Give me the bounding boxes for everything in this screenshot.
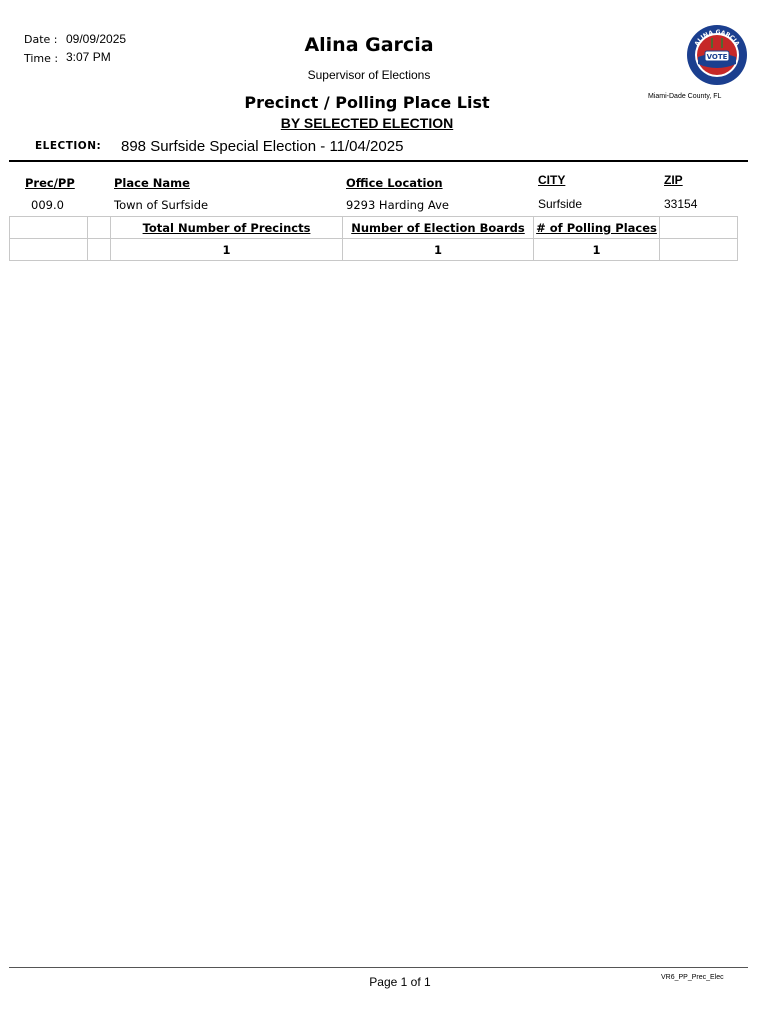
row-office-location: 9293 Harding Ave [346, 198, 449, 212]
totals-empty-cell [660, 217, 738, 239]
col-place-name: Place Name [114, 176, 190, 190]
totals-boards-header: Number of Election Boards [343, 217, 534, 239]
totals-empty-cell [660, 239, 738, 261]
totals-polling-places-value: 1 [534, 239, 660, 261]
election-label: ELECTION: [35, 140, 102, 152]
totals-empty-cell [10, 239, 88, 261]
totals-boards-value: 1 [343, 239, 534, 261]
totals-precincts-header: Total Number of Precincts [111, 217, 343, 239]
official-name: Alina Garcia [304, 34, 434, 56]
seal-icon [686, 24, 748, 86]
header-rule [9, 160, 748, 162]
totals-value-row [10, 239, 738, 261]
row-place-name: Town of Surfside [114, 198, 209, 212]
col-prec-pp: Prec/PP [25, 176, 75, 190]
vote-seal-logo [686, 24, 748, 86]
totals-polling-places-header: # of Polling Places [534, 217, 660, 239]
official-title: Supervisor of Elections [307, 68, 431, 82]
report-title: Precinct / Polling Place List [244, 93, 490, 112]
report-subtitle: BY SELECTED ELECTION [280, 115, 454, 131]
date-value: 09/09/2025 [66, 32, 127, 46]
row-zip: 33154 [664, 197, 698, 211]
col-office-location: Office Location [346, 176, 443, 190]
totals-empty-cell [88, 239, 111, 261]
totals-table [9, 216, 738, 261]
row-city: Surfside [538, 197, 583, 211]
report-code: VR6_PP_Prec_Elec [661, 974, 724, 981]
seal-center-text: VOTE [706, 53, 728, 61]
totals-empty-cell [10, 217, 88, 239]
time-label: Time : [24, 52, 59, 65]
totals-empty-cell [88, 217, 111, 239]
county-label: Miami-Dade County, FL [648, 93, 722, 100]
col-zip: ZIP [664, 173, 683, 187]
date-label: Date : [24, 33, 58, 46]
election-value: 898 Surfside Special Election - 11/04/2025 [121, 138, 404, 155]
page-number: Page 1 of 1 [369, 975, 431, 989]
totals-header-row [10, 217, 738, 239]
time-value: 3:07 PM [66, 50, 111, 64]
col-city: CITY [538, 173, 566, 187]
footer-rule [9, 967, 748, 968]
row-prec-pp: 009.0 [31, 198, 64, 212]
seal-top-text: ALINA GARCIA [693, 28, 741, 48]
totals-precincts-value: 1 [111, 239, 343, 261]
